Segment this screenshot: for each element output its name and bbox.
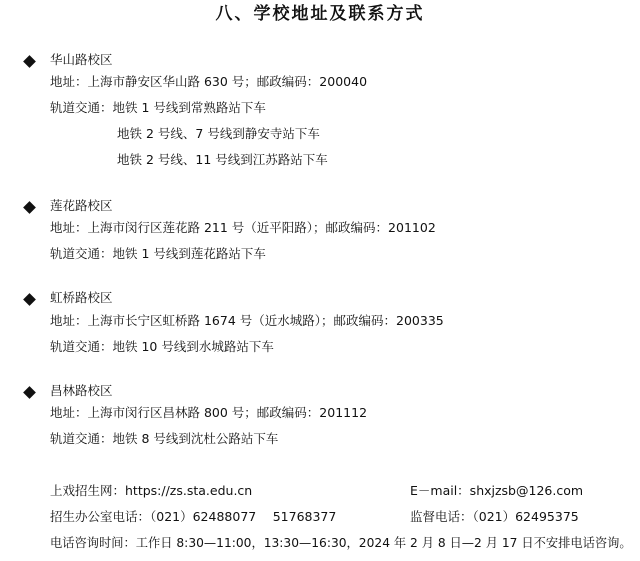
bullet-diamond-icon — [23, 201, 36, 214]
phone-consultation-hours: 电话咨询时间：工作日 8:30—11:00，13:30—16:30，2024 年 2 月 8 日—2 月 17 日不安排电话咨询。 — [50, 536, 632, 550]
supervision-phone: 监督电话：（021）62495375 — [410, 509, 579, 524]
campus-transit: 地铁 2 号线、7 号线到静安寺站下车 — [117, 126, 320, 141]
campus-address: 地址：上海市长宁区虹桥路 1674 号（近水城路）；邮政编码：200335 — [50, 313, 444, 328]
campus-name: 昌林路校区 — [50, 383, 113, 398]
admissions-website[interactable]: 上戏招生网：https://zs.sta.edu.cn — [50, 483, 253, 498]
campus-address: 地址：上海市闵行区莲花路 211 号（近平阳路）；邮政编码：201102 — [50, 220, 436, 235]
campus-address: 地址：上海市闵行区昌林路 800 号；邮政编码：201112 — [50, 405, 368, 420]
admissions-email[interactable]: E－mail：shxjzsb@126.com — [410, 483, 584, 498]
page-title: 八、学校地址及联系方式 — [215, 4, 425, 24]
admissions-office-phone: 招生办公室电话：（021）62488077 51768377 — [50, 509, 337, 524]
campus-transit: 轨道交通：地铁 10 号线到水城路站下车 — [50, 339, 274, 354]
campus-transit: 轨道交通：地铁 8 号线到沈杜公路站下车 — [50, 431, 279, 446]
campus-transit: 轨道交通：地铁 1 号线到莲花路站下车 — [50, 246, 266, 261]
campus-name: 华山路校区 — [50, 52, 113, 67]
campus-transit: 轨道交通：地铁 1 号线到常熟路站下车 — [50, 100, 266, 115]
bullet-diamond-icon — [23, 55, 36, 68]
campus-name: 虹桥路校区 — [50, 290, 113, 305]
bullet-diamond-icon — [23, 386, 36, 399]
campus-address: 地址：上海市静安区华山路 630 号；邮政编码：200040 — [50, 74, 368, 89]
campus-transit: 地铁 2 号线、11 号线到江苏路站下车 — [117, 152, 328, 167]
bullet-diamond-icon — [23, 293, 36, 306]
campus-name: 莲花路校区 — [50, 198, 113, 213]
